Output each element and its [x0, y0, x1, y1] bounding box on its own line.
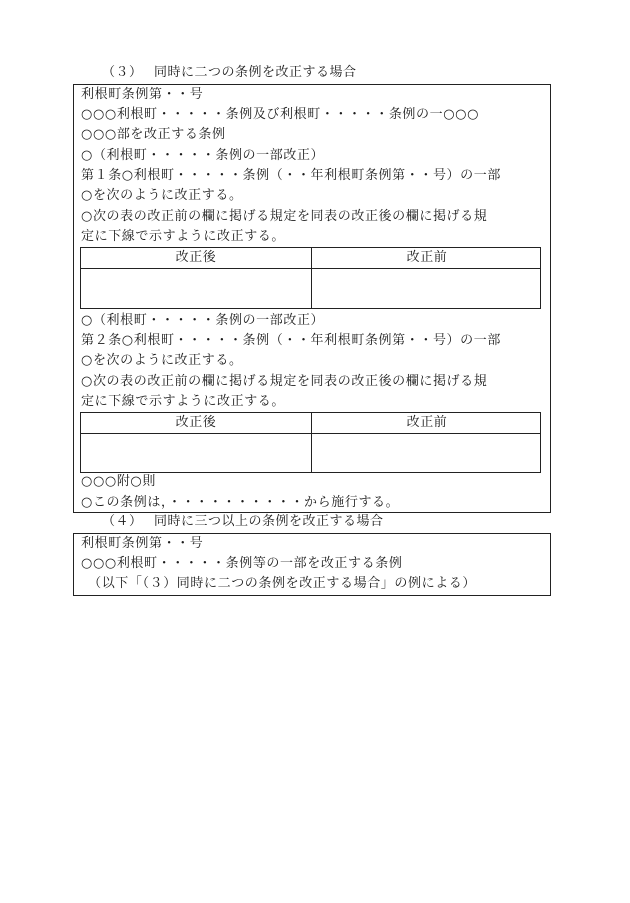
ordinance-title: ○○○利根町・・・・・条例等の一部を改正する条例 [81, 556, 403, 571]
ordinance-title-line1: ○○○利根町・・・・・条例及び利根町・・・・・条例の一○○○ [81, 107, 480, 122]
article1-heading: ○（利根町・・・・・条例の一部改正） [81, 148, 325, 163]
ordinance-number: 利根町条例第・・号 [81, 536, 204, 551]
col-before-amendment: 改正前 [406, 250, 448, 265]
section3-heading [102, 64, 357, 82]
amendment-table-1 [80, 247, 541, 309]
section4-number: （４） [102, 514, 143, 529]
article2-text-line2: ○を次のように改正する。 [81, 353, 243, 368]
section4-title: 同時に三つ以上の条例を改正する場合 [154, 514, 384, 529]
ordinance-title-line2: ○○○部を改正する条例 [81, 127, 226, 142]
amendment-table-2 [80, 412, 541, 473]
col-before-amendment: 改正前 [406, 415, 448, 430]
col-after-amendment: 改正後 [175, 250, 217, 265]
section3-number: （３） [102, 65, 143, 80]
supplementary-provisions-heading: ○○○附○則 [81, 474, 156, 489]
ordinance-number: 利根町条例第・・号 [81, 87, 204, 102]
reference-note: （以下「（３）同時に二つの条例を改正する場合」の例による） [81, 576, 477, 591]
article2-text-line4: 定に下線で示すように改正する。 [81, 394, 286, 409]
effective-date-text: ○この条例は，・・・・・・・・・・から施行する。 [81, 495, 400, 510]
article2-text-line1: 第２条○利根町・・・・・条例（・・年利根町条例第・・号）の一部 [81, 333, 501, 348]
article1-text-line3: ○次の表の改正前の欄に掲げる規定を同表の改正後の欄に掲げる規 [81, 209, 488, 224]
article2-text-line3: ○次の表の改正前の欄に掲げる規定を同表の改正後の欄に掲げる規 [81, 374, 488, 389]
section3-box [73, 84, 551, 513]
section3-title: 同時に二つの条例を改正する場合 [154, 65, 357, 80]
article1-text-line2: ○を次のように改正する。 [81, 188, 243, 203]
col-after-amendment: 改正後 [175, 415, 217, 430]
article2-heading: ○（利根町・・・・・条例の一部改正） [81, 313, 325, 328]
article1-text-line1: 第１条○利根町・・・・・条例（・・年利根町条例第・・号）の一部 [81, 168, 501, 183]
article1-text-line4: 定に下線で示すように改正する。 [81, 229, 286, 244]
section4-heading [102, 513, 384, 531]
section4-box [73, 533, 551, 596]
